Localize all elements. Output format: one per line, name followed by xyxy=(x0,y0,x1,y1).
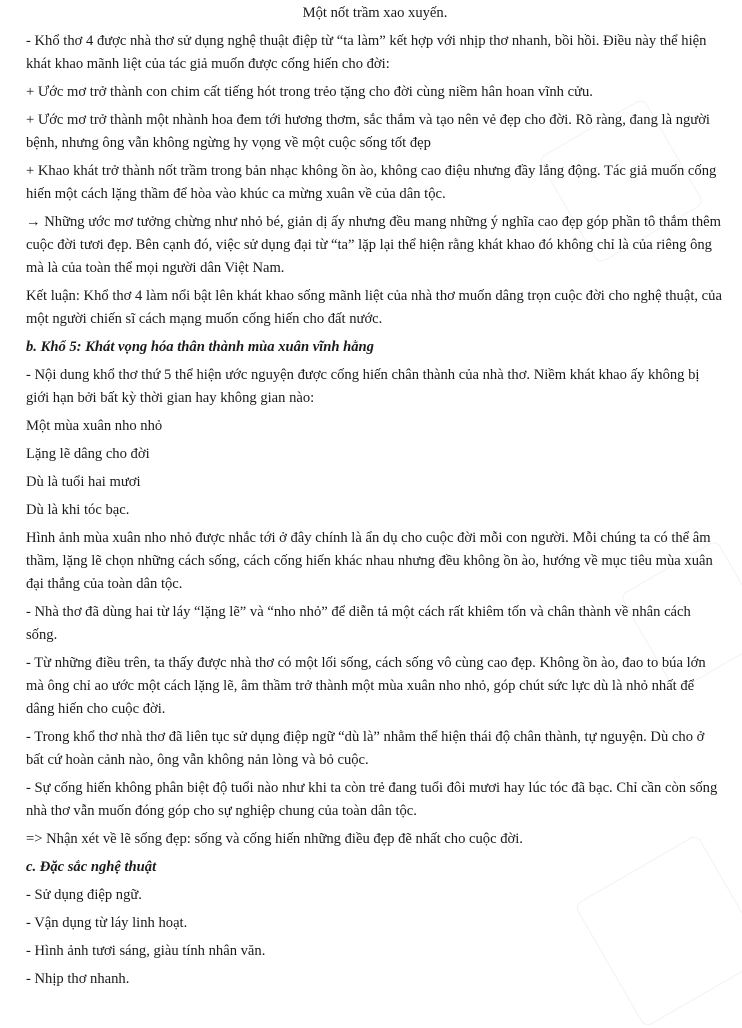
art-item: - Hình ảnh tươi sáng, giàu tính nhân văn. xyxy=(26,943,266,959)
paragraph: + Ước mơ trở thành một nhành hoa đem tới hương thơm, sắc thắm và tạo nên vẻ đẹp cho đời. Rõ ràng, đang là người bệnh, nhưng ông vẫn không ngừng hy vọng về một cuộc sống tốt đẹp xyxy=(26,112,710,151)
paragraph: - Sự cống hiến không phân biệt độ tuổi nào như khi ta còn trẻ đang tuổi đôi mươi hay lúc tóc đã bạc. Chỉ cần còn sống nhà thơ vẫn muốn đóng góp cho sự nghiệp chung của toàn dân tộc. xyxy=(26,780,718,819)
remark-paragraph: => Nhận xét về lẽ sống đẹp: sống và cống hiến những điều đẹp đẽ nhất cho cuộc đời. xyxy=(26,831,523,847)
top-line: Một nốt trầm xao xuyến. xyxy=(302,5,448,21)
document-body xyxy=(26,2,724,996)
paragraph: - Khổ thơ 4 được nhà thơ sử dụng nghệ thuật điệp từ “ta làm” kết hợp với nhịp thơ nhanh, bồi hồi. Điều này thể hiện khát khao mãnh liệt của tác giả muốn được cống hiến cho đời: xyxy=(26,33,707,72)
section-heading-b: b. Khổ 5: Khát vọng hóa thân thành mùa xuân vĩnh hằng xyxy=(26,339,374,355)
paragraph: Hình ảnh mùa xuân nho nhỏ được nhắc tới ở đây chính là ẩn dụ cho cuộc đời mỗi con người. Mỗi chúng ta có thể âm thầm, lặng lẽ chọn những cách sống, cách cống hiến khác nhau nhưng đều không ồn ào, hướng về mục tiêu mùa xuân đại thắng của toàn dân tộc. xyxy=(26,530,713,592)
poem-verse: Dù là khi tóc bạc. xyxy=(26,502,130,518)
paragraph: - Trong khổ thơ nhà thơ đã liên tục sử dụng điệp ngữ “dù là” nhằm thể hiện thái độ chân thành, tự nguyện. Dù cho ở bất cứ hoàn cảnh nào, ông vẫn không nản lòng và bỏ cuộc. xyxy=(26,729,705,768)
poem-verse: Lặng lẽ dâng cho đời xyxy=(26,446,150,462)
art-item: - Vận dụng từ láy linh hoạt. xyxy=(26,915,188,931)
poem-verse: Dù là tuổi hai mươi xyxy=(26,474,141,490)
poem-verse: Một mùa xuân nho nhỏ xyxy=(26,418,163,434)
section-heading-c: c. Đặc sắc nghệ thuật xyxy=(26,859,157,875)
paragraph: - Nhà thơ đã dùng hai từ láy “lặng lẽ” và “nho nhỏ” để diễn tả một cách rất khiêm tốn và chân thành về nhân cách sống. xyxy=(26,604,691,643)
paragraph: + Ước mơ trở thành con chim cất tiếng hót trong trẻo tặng cho đời cùng niềm hân hoan vĩnh cửu. xyxy=(26,84,593,100)
art-item: - Nhịp thơ nhanh. xyxy=(26,971,130,987)
paragraph: - Từ những điều trên, ta thấy được nhà thơ có một lối sống, cách sống vô cùng cao đẹp. Không ồn ào, đao to búa lớn mà ông chỉ ao ước một cách lặng lẽ, âm thầm trở thành một mùa xuân nho nhỏ, góp chút sức lực dù là nhỏ nhất để dâng hiến cho cuộc đời. xyxy=(26,655,706,717)
paragraph: + Khao khát trở thành nốt trầm trong bản nhạc không ồn ào, không cao điệu nhưng đầy lắng động. Tác giả muốn cống hiến một cách lặng thầm để hòa vào khúc ca mừng xuân về của dân tộc. xyxy=(26,163,717,202)
paragraph: → Những ước mơ tưởng chừng như nhỏ bé, giản dị ấy nhưng đều mang những ý nghĩa cao đẹp góp phần tô thắm thêm cuộc đời tươi đẹp. Bên cạnh đó, việc sử dụng đại từ “ta” lặp lại thể hiện rằng khát khao đó không chỉ là của riêng ông mà là của toàn thể mọi người dân Việt Nam. xyxy=(26,214,721,276)
art-item: - Sử dụng điệp ngữ. xyxy=(26,887,142,903)
conclusion-paragraph: Kết luận: Khổ thơ 4 làm nổi bật lên khát khao sống mãnh liệt của nhà thơ muốn dâng trọn cuộc đời cho nghệ thuật, của một người chiến sĩ cách mạng muốn cống hiến cho đất nước. xyxy=(26,288,722,327)
paragraph: - Nội dung khổ thơ thứ 5 thể hiện ước nguyện được cống hiến chân thành của nhà thơ. Niềm khát khao ấy không bị giới hạn bởi bất kỳ thời gian hay không gian nào: xyxy=(26,367,700,406)
